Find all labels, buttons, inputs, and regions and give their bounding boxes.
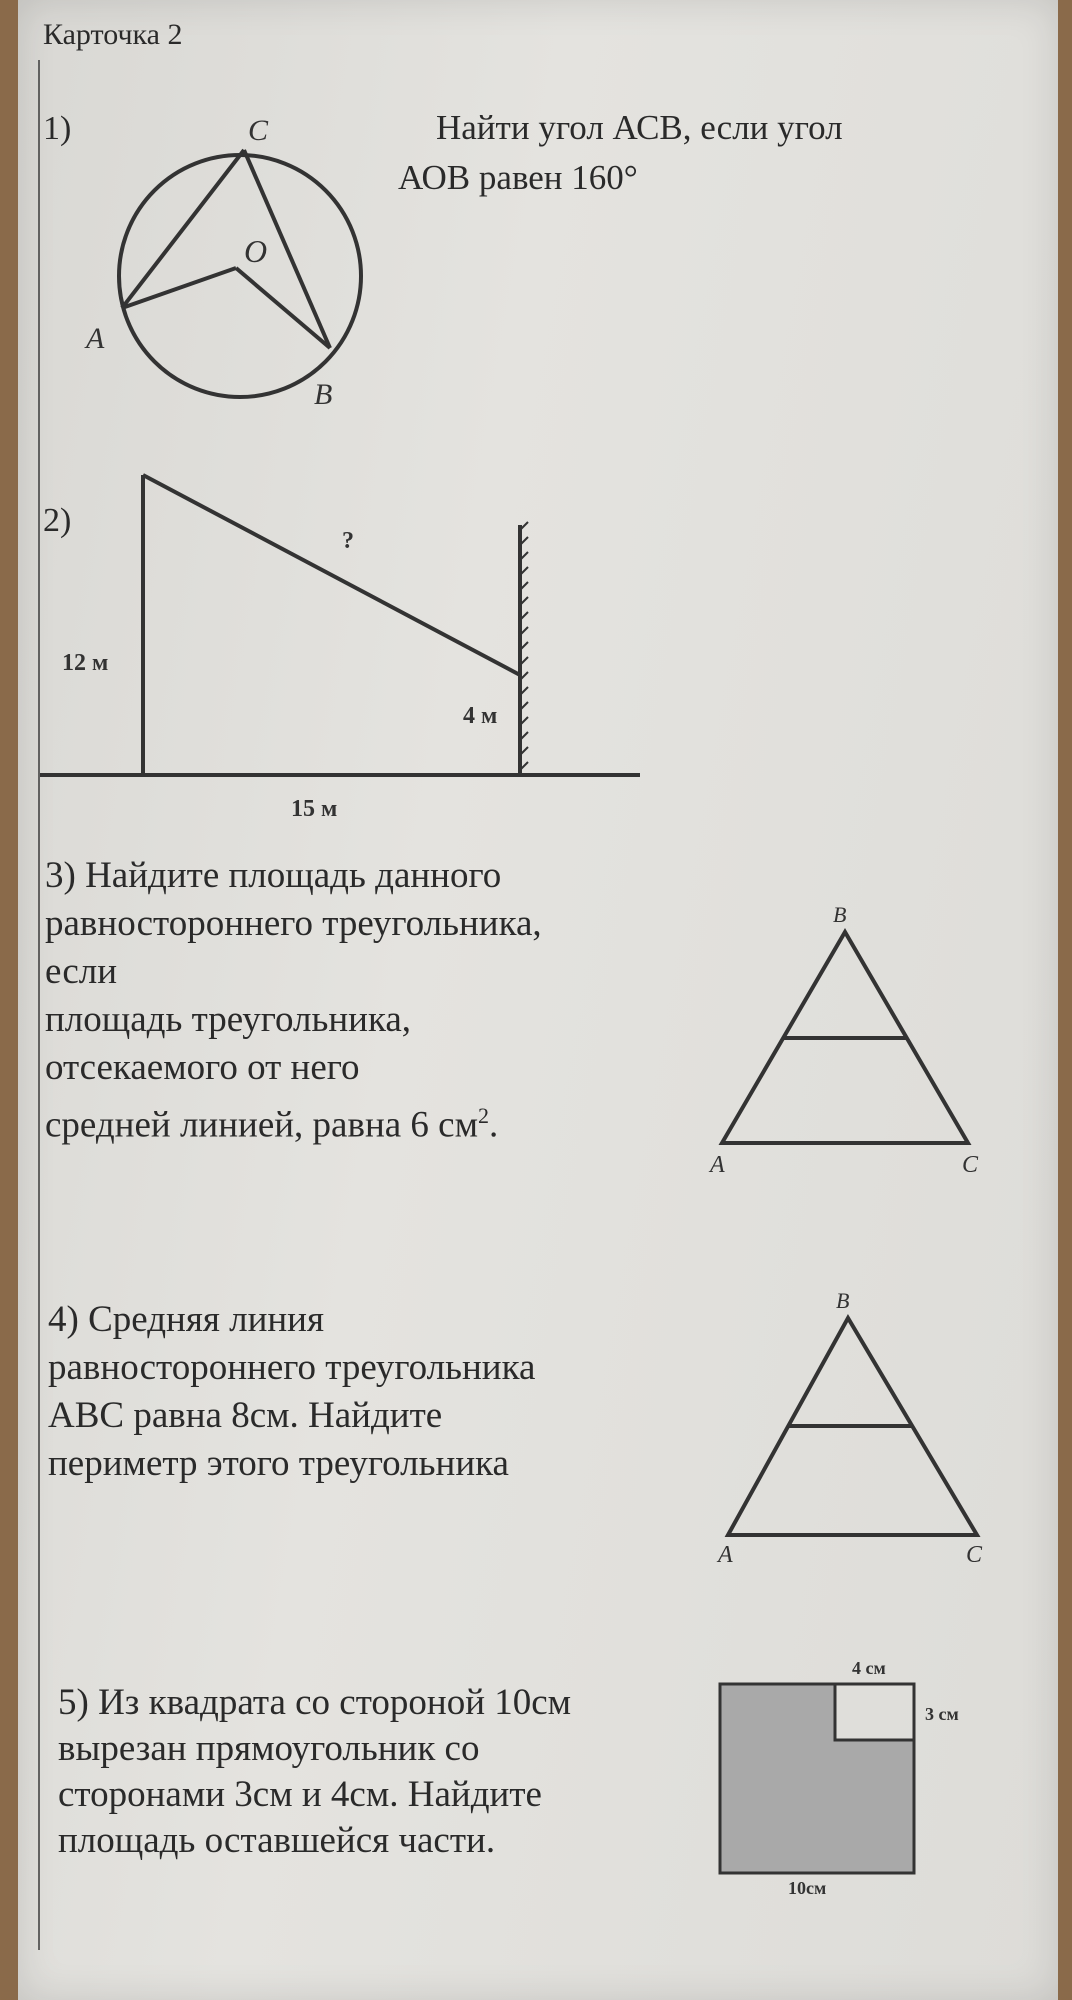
label-b: B — [836, 1288, 850, 1313]
task3-line: Найдите площадь данного — [85, 855, 502, 896]
label-c: C — [966, 1542, 983, 1568]
task5-line: площадь оставшейся части. — [58, 1820, 496, 1861]
superscript: 2 — [478, 1103, 489, 1128]
label-b: B — [833, 902, 847, 927]
dim-right: 3 см — [925, 1704, 959, 1724]
label-a: A — [86, 322, 105, 355]
distance: 15 м — [291, 796, 338, 822]
task3-number: 3) — [45, 855, 76, 896]
card-title: Карточка 2 — [43, 18, 183, 51]
task1-number: 1) — [43, 110, 72, 147]
task4-line: АВС равна 8см. Найдите — [48, 1395, 443, 1436]
label-c: C — [962, 1152, 979, 1178]
height-right: 4 м — [463, 703, 498, 729]
cutout-rectangle — [835, 1684, 914, 1740]
label-a: A — [718, 1542, 733, 1568]
label-b: B — [314, 378, 333, 411]
task5-number: 5) — [58, 1682, 89, 1723]
task5-line: Из квадрата со стороной 10см — [98, 1682, 572, 1723]
task3-line: равностороннего треугольника, — [45, 903, 542, 944]
label-a: A — [710, 1152, 725, 1178]
task3-line: отсекаемого от него — [45, 1047, 360, 1088]
task4-line: периметр этого треугольника — [48, 1443, 509, 1484]
task5-line: вырезан прямоугольник со — [58, 1728, 480, 1769]
task3-line: средней линией, равна 6 см — [45, 1104, 478, 1146]
task2-number: 2) — [43, 502, 72, 539]
task4-line: равностороннего треугольника — [48, 1347, 536, 1388]
height-left: 12 м — [62, 650, 109, 676]
dim-bottom: 10см — [788, 1878, 827, 1898]
task1-text-line2: АОВ равен 160° — [398, 158, 638, 197]
period: . — [489, 1104, 499, 1146]
task3-line: если — [45, 951, 118, 992]
wire-question: ? — [342, 528, 354, 554]
task4-number: 4) — [48, 1299, 79, 1340]
label-c: C — [248, 114, 269, 147]
task1-text-line1: Найти угол АСВ, если угол — [436, 108, 843, 147]
dim-top: 4 см — [852, 1658, 886, 1678]
task4-line: Средняя линия — [88, 1299, 324, 1340]
shaded-region — [720, 1684, 914, 1873]
task5-line: сторонами 3см и 4см. Найдите — [58, 1774, 542, 1815]
task3-line: площадь треугольника, — [45, 999, 412, 1040]
label-o: O — [244, 233, 268, 269]
